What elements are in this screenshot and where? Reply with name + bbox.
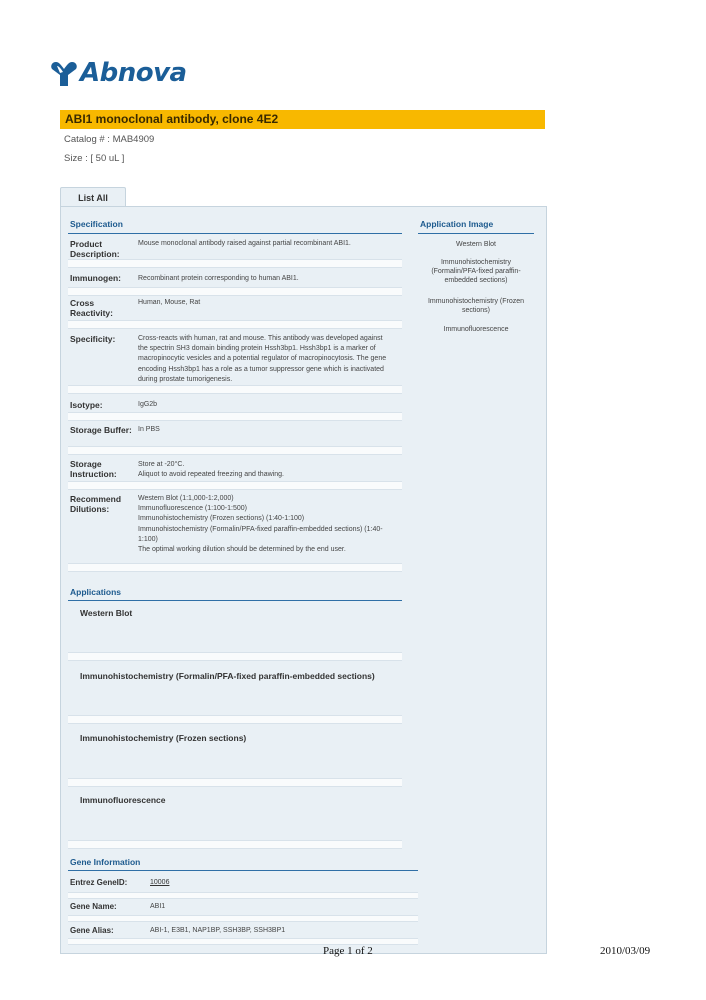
row-separator — [68, 412, 402, 421]
gene-information-rule — [68, 870, 418, 871]
gene-label-gene-alias: Gene Alias: — [70, 926, 114, 935]
specification-rule — [68, 233, 402, 234]
application-image-link-western-blot[interactable]: Western Blot — [456, 241, 496, 248]
row-separator — [68, 840, 402, 849]
row-separator — [68, 287, 402, 296]
tab-list-all-label: List All — [78, 193, 108, 203]
spec-value-storage-instruction: Store at -20°C. Aliquot to avoid repeated freezing and thawing. — [138, 461, 284, 479]
application-image-heading: Application Image — [420, 219, 494, 229]
row-separator — [68, 385, 402, 394]
application-image-link-ihc-frozen[interactable]: Immunohistochemistry (Frozen sections) — [427, 298, 525, 314]
spec-value-specificity: Cross-reacts with human, rat and mouse. This antibody was developed against the spectrin SH3 domain binding protein Hssh3bp1. Hssh3bp1 is a marker of macropinocytic vesicles and a potential regulator of macropinocytosis. The gene encoding Hssh3bp1 has a role as a tumor suppressor gene which is inactivated during prostate tumorigenesis. — [138, 335, 387, 383]
product-size: Size : [ 50 uL ] — [64, 153, 125, 164]
application-title-western-blot: Western Blot — [80, 608, 133, 618]
product-title: ABI1 monoclonal antibody, clone 4E2 — [65, 112, 279, 126]
spec-value-isotype: IgG2b — [138, 401, 158, 408]
application-image-link-ihc-paraffin[interactable]: Immunohistochemistry (Formalin/PFA-fixed paraffin-embedded sections) — [431, 259, 521, 284]
row-separator — [68, 446, 402, 455]
row-separator — [68, 715, 402, 724]
row-separator — [68, 915, 418, 922]
product-title-bar — [60, 110, 545, 129]
applications-rule — [68, 600, 402, 601]
row-separator — [68, 259, 402, 268]
applications-heading: Applications — [70, 587, 122, 597]
row-separator — [68, 652, 402, 661]
spec-value-immunogen: Recombinant protein corresponding to human ABI1. — [138, 275, 299, 282]
spec-label-recommend-dilutions: Recommend Dilutions: — [70, 494, 122, 514]
gene-value-gene-alias: ABI-1, E3B1, NAP1BP, SSH3BP, SSH3BP1 — [150, 927, 286, 934]
row-separator — [68, 778, 402, 787]
spec-value-recommend-dilutions: Western Blot (1:1,000-1:2,000) Immunofluorescence (1:100-1:500) Immunohistochemistry (Frozen sections) (1:40-1:100) Immunohistochemistry (Formalin/PFA-fixed paraffin-embedded sections) (1:40- 1:100) The optimal working dilution should be determined by the end user. — [138, 495, 383, 554]
spec-label-storage-instruction: Storage Instruction: — [70, 459, 117, 479]
catalog-number: Catalog # : MAB4909 — [64, 134, 155, 145]
row-separator — [68, 892, 418, 899]
spec-label-isotype: Isotype: — [70, 400, 103, 410]
page-number: Page 1 of 2 — [323, 945, 373, 957]
application-image-link-immunofluorescence[interactable]: Immunofluorescence — [443, 326, 509, 333]
entrez-geneid-link[interactable]: 10006 — [150, 879, 170, 886]
spec-label-cross-reactivity: Cross Reactivity: — [70, 298, 113, 318]
spec-value-product-description: Mouse monoclonal antibody raised against partial recombinant ABI1. — [138, 240, 351, 247]
row-separator — [68, 320, 402, 329]
spec-value-cross-reactivity: Human, Mouse, Rat — [138, 299, 201, 306]
tab-list-all[interactable] — [60, 187, 126, 208]
application-image-rule — [418, 233, 534, 234]
spec-label-product-description: Product Description: — [70, 239, 120, 259]
specification-heading: Specification — [70, 219, 123, 229]
gene-value-gene-name: ABI1 — [150, 903, 166, 910]
application-title-immunofluorescence: Immunofluorescence — [80, 795, 166, 805]
row-separator — [68, 481, 402, 490]
spec-label-storage-buffer: Storage Buffer: — [70, 425, 132, 435]
row-separator — [68, 563, 402, 572]
application-title-ihc-paraffin: Immunohistochemistry (Formalin/PFA-fixed paraffin-embedded sections) — [80, 671, 375, 681]
brand-name: Abnova — [80, 58, 187, 88]
abnova-logo — [50, 58, 187, 88]
gene-label-entrez-geneid: Entrez GeneID: — [70, 878, 128, 887]
gene-information-heading: Gene Information — [70, 857, 141, 867]
spec-label-immunogen: Immunogen: — [70, 273, 121, 283]
spec-label-specificity: Specificity: — [70, 334, 116, 344]
abnova-logo-icon — [50, 58, 78, 88]
application-title-ihc-frozen: Immunohistochemistry (Frozen sections) — [80, 733, 247, 743]
row-separator — [68, 938, 418, 945]
print-date: 2010/03/09 — [600, 945, 651, 957]
spec-value-storage-buffer: In PBS — [138, 426, 160, 433]
gene-label-gene-name: Gene Name: — [70, 902, 117, 911]
